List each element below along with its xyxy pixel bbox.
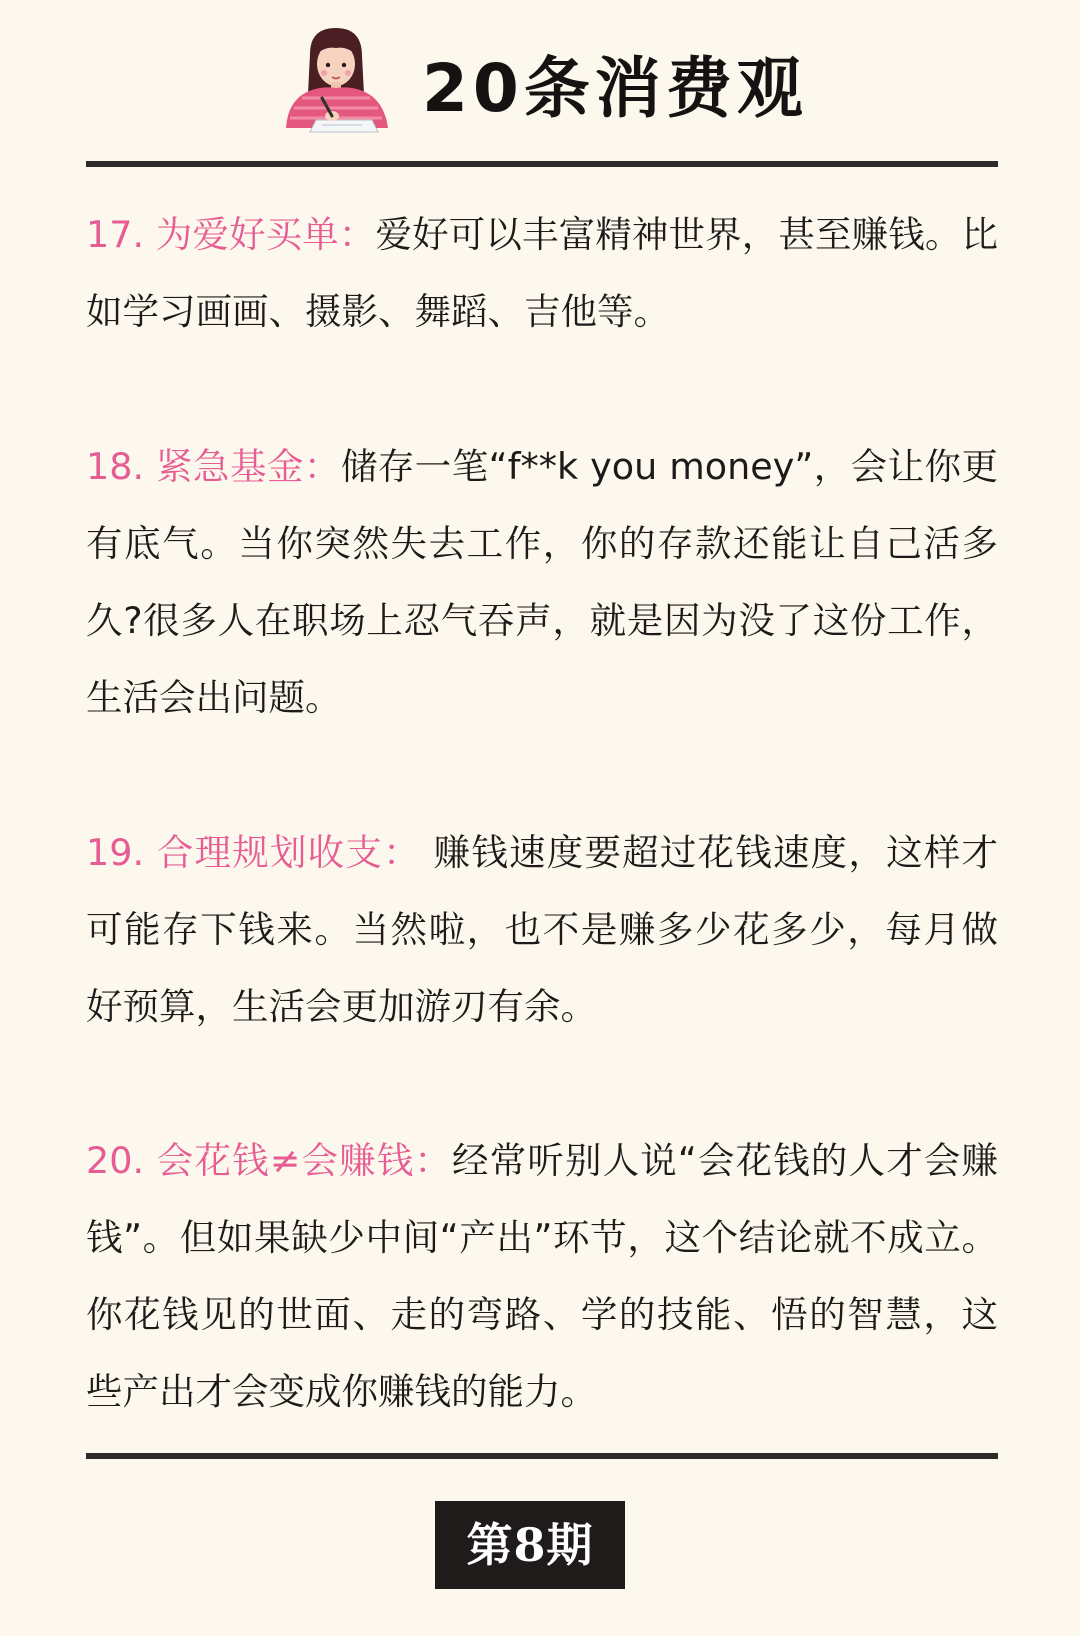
item-heading: 紧急基金：	[156, 445, 341, 488]
item-number: 17.	[86, 213, 156, 256]
item-heading: 会花钱≠会赚钱：	[156, 1139, 453, 1182]
item-text: 爱好可以丰富精神世界，甚至赚钱。比如学习画画、摄影、舞蹈、吉他等。	[86, 213, 999, 333]
item-number: 18.	[86, 445, 157, 488]
list-item	[86, 814, 998, 1045]
item-text: 储存一笔“f**k you money”，会让你更有底气。当你突然失去工作，你的存款还能让自己活多久?很多人在职场上忍气吞声，就是因为没了这份工作，生活会出问题。	[86, 445, 999, 719]
girl-writing-icon	[276, 24, 396, 136]
list-item	[86, 1122, 998, 1430]
item-number: 20.	[86, 1139, 157, 1182]
page-title: 20条消费观	[422, 50, 808, 127]
item-number: 19.	[86, 831, 157, 874]
issue-badge: 第8期	[435, 1501, 625, 1589]
header	[0, 0, 1080, 160]
item-heading: 为爱好买单：	[155, 213, 376, 256]
item-text: 赚钱速度要超过花钱速度，这样才可能存下钱来。当然啦，也不是赚多少花多少，每月做好预算，生活会更加游刃有余。	[86, 831, 999, 1028]
bottom-divider	[86, 1453, 998, 1459]
top-divider	[86, 161, 998, 167]
list-item	[86, 196, 998, 350]
item-heading: 合理规划收支：	[156, 831, 421, 874]
item-text: 经常听别人说“会花钱的人才会赚钱”。但如果缺少中间“产出”环节，这个结论就不成立。你花钱见的世面、走的弯路、学的技能、悟的智慧，这些产出才会变成你赚钱的能力。	[86, 1139, 998, 1413]
list-item	[86, 428, 998, 736]
